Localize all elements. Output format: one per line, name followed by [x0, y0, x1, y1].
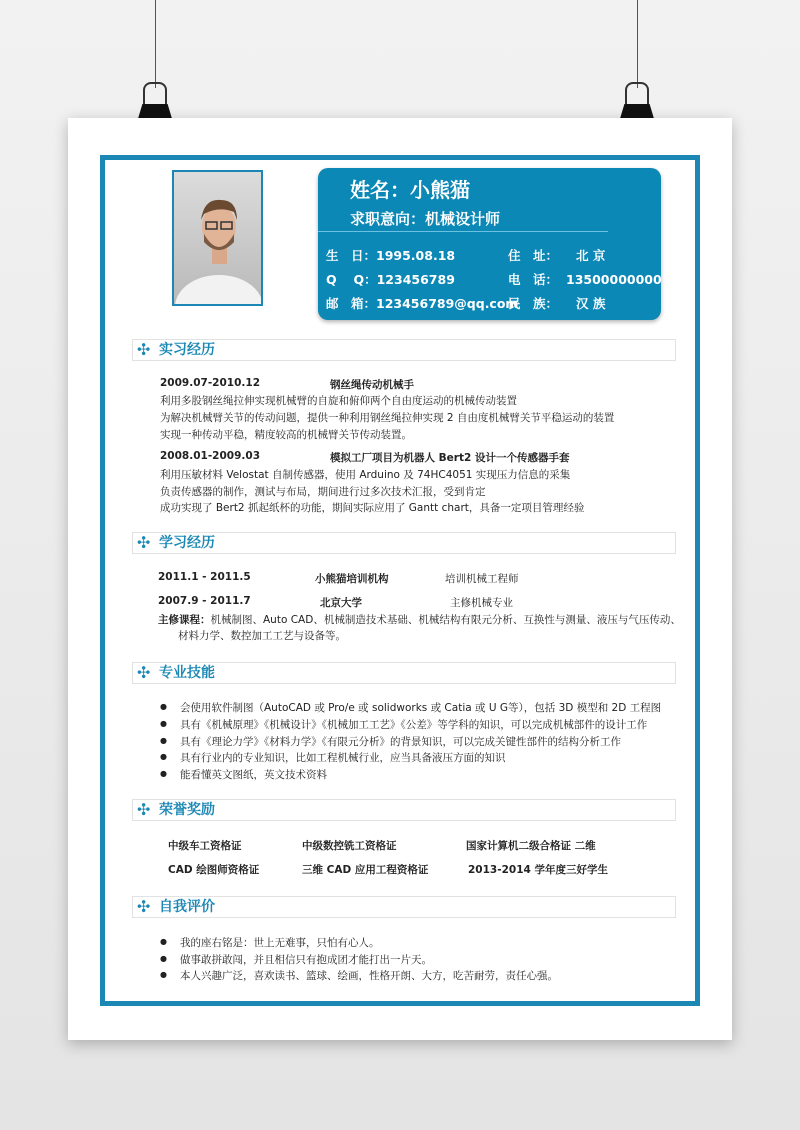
skill-item: ● 能看懂英文图纸，英文技术资料 — [160, 767, 327, 782]
header-card — [318, 168, 661, 320]
address: 住 址： 北 京 — [508, 248, 606, 263]
section-skills: ✣ 专业技能 — [132, 662, 676, 684]
edu-role: 主修机械专业 — [450, 597, 513, 609]
edu-date: 2011.1 - 2011.5 — [158, 571, 251, 583]
section-honors: ✣ 荣誉奖励 — [132, 799, 676, 821]
entry-line: 成功实现了 Bert2 抓起纸杯的功能，期间实际应用了 Gantt chart，具备一定项目管理经验 — [160, 502, 585, 514]
self-item: ● 本人兴趣广泛，喜欢读书、篮球、绘画，性格开朗、大方，吃苦耐劳，责任心强。 — [160, 968, 558, 983]
entry-line: 实现一种传动平稳，精度较高的机械臂关节传动装置。 — [160, 429, 412, 441]
hanging-string — [637, 0, 638, 88]
edu-date: 2007.9 - 2011.7 — [158, 595, 251, 607]
entry-date: 2009.07-2010.12 — [160, 377, 261, 389]
honor-item: 国家计算机二级合格证 二维 — [466, 840, 596, 852]
cross-star-icon: ✣ — [137, 340, 151, 359]
entry-line: 利用多股钢丝绳拉伸实现机械臂的自旋和俯仰两个自由度运动的机械传动装置 — [160, 395, 517, 407]
edu-role: 培训机械工程师 — [445, 573, 519, 585]
honor-item: 三维 CAD 应用工程资格证 — [302, 864, 429, 876]
courses-cont: 材料力学、数控加工工艺与设备等。 — [178, 630, 346, 642]
cross-star-icon: ✣ — [137, 663, 151, 682]
ethnicity: 民 族： 汉 族 — [508, 296, 606, 311]
edu-school: 小熊猫培训机构 — [315, 573, 389, 585]
entry-title: 模拟工厂项目为机器人 Bert2 设计一个传感器手套 — [330, 452, 570, 464]
entry-title: 钢丝绳传动机械手 — [330, 379, 414, 391]
courses: 主修课程：机械制图、Auto CAD、机械制造技术基础、机械结构有限元分析、互换性与测量、液压与气压传动、 — [158, 614, 681, 626]
email: 邮 箱：123456789@qq.com — [326, 296, 519, 311]
entry-date: 2008.01-2009.03 — [160, 450, 261, 462]
entry-line: 为解决机械臂关节的传动问题，提供一种利用钢丝绳拉伸实现 2 自由度机械臂关节平稳运动的装置 — [160, 412, 615, 424]
edu-school: 北京大学 — [320, 597, 362, 609]
skill-item: ● 会使用软件制图（AutoCAD 或 Pro/e 或 solidworks 或 Catia 或 U G等），包括 3D 模型和 2D 工程图 — [160, 700, 661, 715]
honor-item: 中级数控铣工资格证 — [302, 840, 397, 852]
divider — [318, 231, 608, 232]
skill-item: ● 具有行业内的专业知识，比如工程机械行业，应当具备液压方面的知识 — [160, 750, 506, 765]
section-education: ✣ 学习经历 — [132, 532, 676, 554]
honor-item: 2013-2014 学年度三好学生 — [468, 864, 608, 876]
hanging-string — [155, 0, 156, 88]
entry-line: 负责传感器的制作，测试与布局，期间进行过多次技术汇报，受到肯定 — [160, 486, 486, 498]
section-self-evaluation: ✣ 自我评价 — [132, 896, 676, 918]
entry-line: 利用压敏材料 Velostat 自制传感器，使用 Arduino 及 74HC4051 实现压力信息的采集 — [160, 469, 571, 481]
honor-item: 中级车工资格证 — [168, 840, 242, 852]
self-item: ● 我的座右铭是：世上无难事，只怕有心人。 — [160, 935, 380, 950]
cross-star-icon: ✣ — [137, 800, 151, 819]
cross-star-icon: ✣ — [137, 533, 151, 552]
birthday: 生 日：1995.08.18 — [326, 248, 456, 263]
skill-item: ● 具有《理论力学》《材料力学》《有限元分析》的背景知识，可以完成关键性部件的结构分析工作 — [160, 734, 621, 749]
job-intent: 求职意向：机械设计师 — [350, 210, 501, 228]
cross-star-icon: ✣ — [137, 897, 151, 916]
self-item: ● 做事敢拼敢闯，并且相信只有抱成团才能打出一片天。 — [160, 952, 432, 967]
name: 姓名：小熊猫 — [350, 178, 470, 202]
honor-item: CAD 绘图师资格证 — [168, 864, 260, 876]
phone: 电 话： 13500000000 — [508, 272, 662, 287]
skill-item: ● 具有《机械原理》《机械设计》《机械加工工艺》《公差》等学科的知识，可以完成机械部件的设计工作 — [160, 717, 647, 732]
section-internship: ✣ 实习经历 — [132, 339, 676, 361]
profile-photo — [172, 170, 263, 306]
qq: Q Q：123456789 — [326, 272, 455, 287]
